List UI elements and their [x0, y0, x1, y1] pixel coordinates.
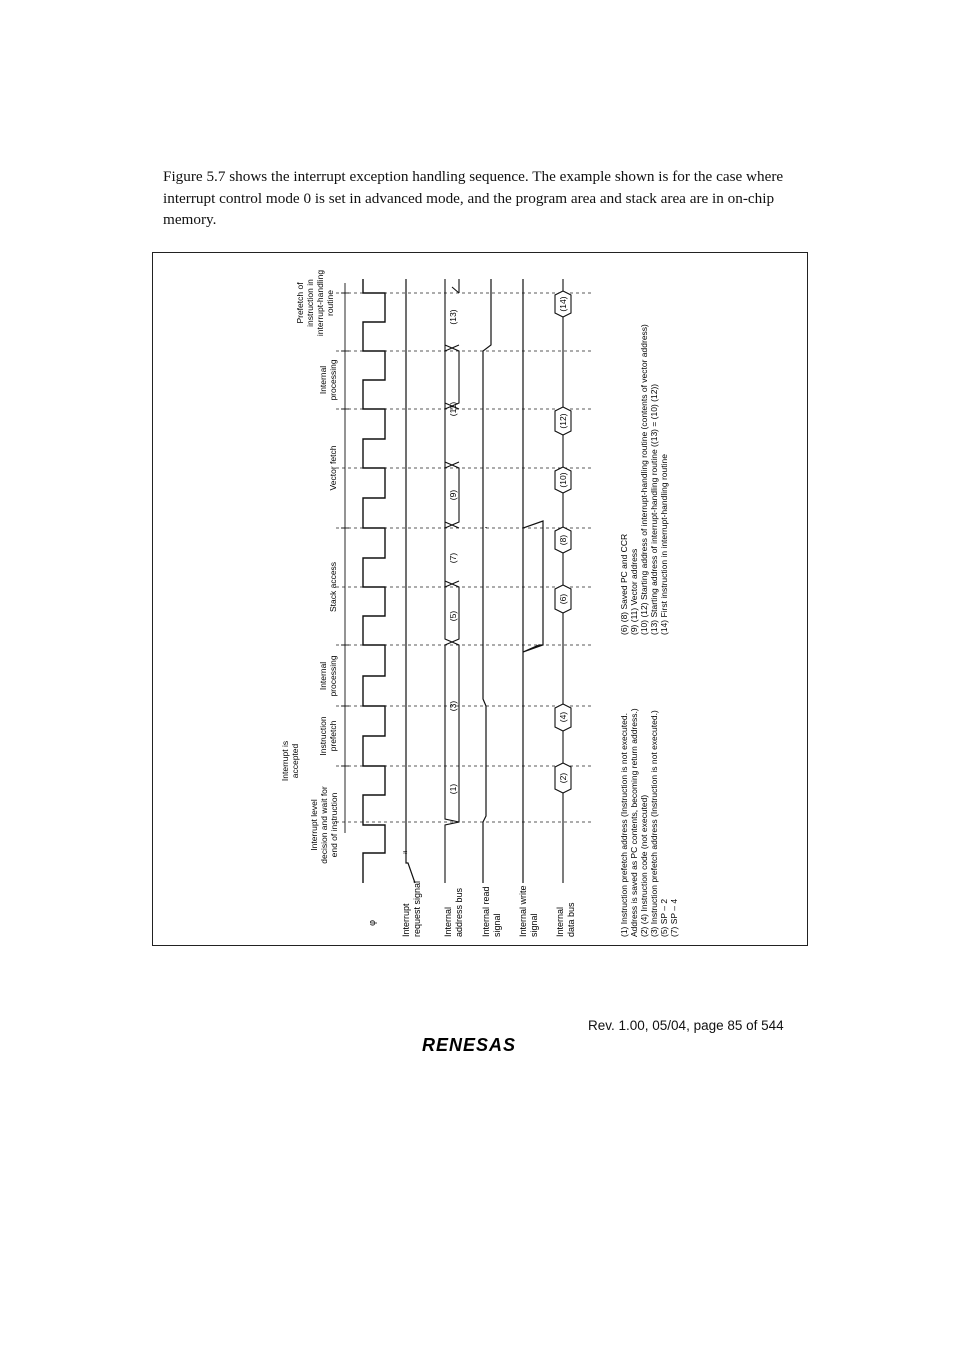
internal-b-label-1: Internal	[318, 365, 328, 395]
phase-dimension-line	[341, 283, 349, 833]
legend-r4: (13) Starting address of interrupt-handling routine ((13) = (10) (12))	[649, 383, 659, 635]
write-label-2: signal	[529, 913, 539, 937]
legend-3: (3) Instruction prefetch address (Instruction is not executed.)	[649, 710, 659, 937]
renesas-logo-mark	[422, 1034, 542, 1056]
legend-r1: (6) (8) Saved PC and CCR	[619, 533, 629, 635]
data-value-8: (8)	[558, 534, 568, 546]
prefetch-label-2: prefetch	[328, 720, 338, 752]
internal-a-label-2: processing	[328, 655, 338, 697]
svg-text:≈: ≈	[403, 848, 408, 857]
data-value-2: (2)	[558, 772, 568, 784]
read-signal-waveform	[483, 279, 491, 883]
data-value-12: (12)	[558, 413, 568, 429]
handler-label-3: interrupt-handling	[315, 269, 325, 337]
legend-r3: (10) (12) Starting address of interrupt-handling routine (contents of vector address)	[639, 324, 649, 635]
irq-label-1: Interrupt	[401, 903, 411, 937]
read-label-2: signal	[492, 913, 502, 937]
legend-r2: (9) (11) Vector address	[629, 548, 639, 635]
handler-label-2: instruction in	[305, 279, 315, 327]
data-value-4: (4)	[558, 711, 568, 723]
handler-label-1: Prefetch of	[295, 282, 305, 324]
data-value-6: (6)	[558, 593, 568, 605]
handler-label-4: routine	[325, 290, 335, 316]
data-bus-waveform	[555, 279, 571, 883]
data-value-10: (10)	[558, 472, 568, 488]
accepted-label-2: accepted	[290, 743, 300, 779]
internal-b-label-2: processing	[328, 359, 338, 401]
svg-text:RENESAS: RENESAS	[422, 1035, 517, 1055]
decision-label-1: Interrupt level	[309, 799, 319, 851]
accepted-label-1: Interrupt is	[280, 740, 290, 782]
decision-label-2: decision and wait for	[319, 786, 329, 864]
irq-label-2: request signal	[412, 880, 422, 937]
addr-value-13: (13)	[448, 309, 458, 325]
addr-value-11: (11)	[448, 401, 458, 417]
addr-value-3: (3)	[448, 700, 458, 712]
renesas-logo	[422, 1034, 542, 1061]
vector-label: Vector fetch	[328, 445, 338, 491]
data-label-1: Internal	[555, 906, 565, 937]
interrupt-timing-figure	[152, 252, 808, 946]
data-value-14: (14)	[558, 296, 568, 312]
legend-1b: Address is saved as PC contents, becoming return address.)	[629, 708, 639, 937]
legend-4: (5) SP – 2	[659, 898, 669, 937]
prefetch-label-1: Instruction	[318, 716, 328, 756]
phi-clock-waveform	[363, 279, 385, 883]
data-label-2: data bus	[566, 902, 576, 937]
write-signal-waveform	[523, 279, 543, 883]
addr-label-2: address bus	[454, 887, 464, 937]
internal-a-label-1: Internal	[318, 661, 328, 691]
legend-r5: (14) First instruction in interrupt-handling routine	[659, 454, 669, 635]
phi-label: φ	[367, 920, 377, 926]
intro-paragraph: Figure 5.7 shows the interrupt exception handling sequence. The example shown is for the case where interrupt control mode 0 is set in advanced mode, and the program area and stack area are in on-chip memory.	[163, 168, 784, 228]
timing-diagram	[153, 253, 809, 947]
page-footer: Rev. 1.00, 05/04, page 85 of 544	[588, 1018, 784, 1033]
addr-value-1: (1)	[448, 783, 458, 795]
write-label-1: Internal write	[518, 885, 528, 937]
read-label-1: Internal read	[481, 886, 491, 937]
legend-2: (2) (4) Instruction code (not executed)	[639, 794, 649, 937]
addr-label-1: Internal	[443, 906, 453, 937]
addr-value-5: (5)	[448, 610, 458, 622]
addr-value-7: (7)	[448, 552, 458, 564]
legend-5: (7) SP – 4	[669, 898, 679, 937]
legend-1: (1) Instruction prefetch address (Instruction is not executed.	[619, 713, 629, 937]
decision-label-3: end of instruction	[329, 792, 339, 858]
stack-label: Stack access	[328, 561, 338, 613]
interrupt-request-waveform	[406, 279, 415, 883]
addr-value-9: (9)	[448, 489, 458, 501]
